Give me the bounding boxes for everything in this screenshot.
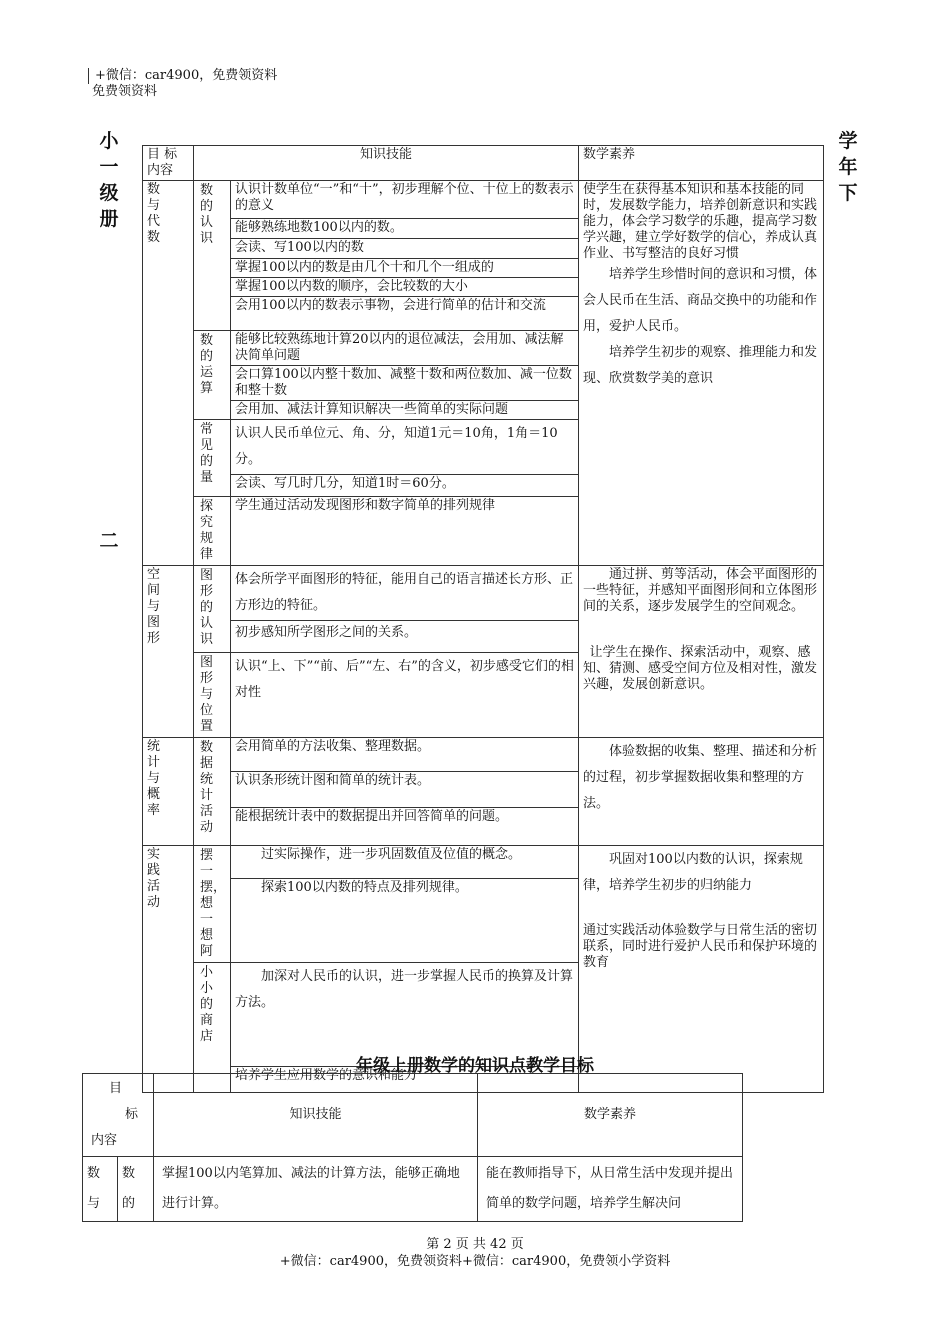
skill-item: 能够比较熟练地计算20以内的退位减法，会用加、减法解决简单问题: [231, 331, 579, 366]
skill-item: 认识“上、下”“前、后”“左、右”的含义，初步感受它们的相对性: [231, 653, 579, 738]
grade-two-goals-table: [82, 1073, 743, 1222]
literacy-number-algebra: 使学生在获得基本知识和基本技能的同时，发展数学能力，培养创新意识和实践能力，体会学习数学的乐趣，提高学习数学兴趣，建立学好数学的信心，养成认真作业、书写整洁的良好习惯 培养学生珍惜时间的意识和习惯，体会人民币在生活、商品交换中的功能和作用，爱护人民币。 培养学生初步的观察、推理能力和发现、欣赏数学美的意识: [579, 181, 824, 566]
skill-item: 掌握100以内数的顺序，会比较数的大小: [231, 278, 579, 297]
sub-little-shop: 小小的商店: [194, 963, 231, 1093]
skill-item: 能根据统计表中的数据提出并回答简单的问题。: [231, 808, 579, 846]
left-vertical-label-2: 二: [99, 530, 119, 552]
left-vertical-label-1: 小一级册: [99, 130, 119, 230]
sub-arrange-think: 摆一摆，想一想阿: [194, 846, 231, 963]
t2-area: 数与: [83, 1157, 118, 1222]
header-line-2: 免费领资料: [92, 84, 158, 99]
skill-item: 体会所学平面图形的特征，能用自己的语言描述长方形、正方形边的特征。: [231, 566, 579, 621]
t2-literacy: 能在教师指导下，从日常生活中发现并提出简单的数学问题，培养学生解决问: [478, 1157, 743, 1222]
skill-item: 探索100以内数的特点及排列规律。: [231, 879, 579, 963]
skill-item: 认识条形统计图和简单的统计表。: [231, 772, 579, 808]
right-vertical-label: 学年下: [838, 130, 858, 204]
t2-sub: 数的: [118, 1157, 154, 1222]
literacy-statistics: 体验数据的收集、整理、描述和分析的过程，初步掌握数据收集和整理的方法。: [579, 738, 824, 846]
literacy-space-figures: 通过拼、剪等活动，体会平面图形的一些特征，并感知平面图形间和立体图形间的关系，逐步发展学生的空间观念。 让学生在操作、探索活动中，观察、感知、猜测、感受空间方位及相对性，激发兴趣，发展创新意识。: [579, 566, 824, 738]
sub-number-operation: 数的运算: [194, 331, 231, 420]
sub-number-recognition: 数的认识: [194, 181, 231, 331]
sub-figure-position: 图形与位置: [194, 653, 231, 738]
sub-data-statistics: 数据统计活动: [194, 738, 231, 846]
sub-figure-recognition: 图形的认识: [194, 566, 231, 653]
t2-header-math-literacy: 数学素养: [478, 1074, 743, 1157]
area-number-algebra: 数与代数: [143, 181, 194, 566]
skill-item: 培养学生应用数学的意识和能力: [231, 1067, 579, 1093]
skill-item: 会用简单的方法收集、整理数据。: [231, 738, 579, 772]
skill-item: 会读、写100以内的数: [231, 239, 579, 259]
t2-header-target-content: 目 标 内容: [83, 1074, 154, 1157]
grade-one-goals-table: [142, 145, 824, 1093]
header-target-content: 目 标 内容: [143, 146, 194, 181]
skill-item: 认识计数单位“一”和“十”，初步理解个位、十位上的数表示的意义: [231, 181, 579, 219]
skill-item: 学生通过活动发现图形和数字简单的排列规律: [231, 497, 579, 566]
skill-item: 会读、写几时几分，知道1时＝60分。: [231, 475, 579, 497]
skill-item: 会用100以内的数表示事物，会进行简单的估计和交流: [231, 297, 579, 331]
sub-common-quantities: 常见的量: [194, 420, 231, 497]
area-practice-activity: 实践活动: [143, 846, 194, 1093]
skill-item: 能够熟练地数100以内的数。: [231, 219, 579, 239]
skill-item: 加深对人民币的认识，进一步掌握人民币的换算及计算方法。: [231, 963, 579, 1067]
literacy-practice-activity: 巩固对100以内数的认识，探索规律，培养学生初步的归纳能力 通过实践活动体验数学与日常生活的密切联系，同时进行爱护人民币和保护环境的教育: [579, 846, 824, 1093]
skill-item: 初步感知所学图形之间的关系。: [231, 621, 579, 653]
header-line-1: +微信：car4900，免费领资料: [88, 68, 277, 84]
header-knowledge-skills: 知识技能: [194, 146, 579, 181]
area-statistics-probability: 统计与概率: [143, 738, 194, 846]
skill-item: 过实际操作，进一步巩固数值及位值的概念。: [231, 846, 579, 879]
t2-skill: 掌握100以内笔算加、减法的计算方法，能够正确地进行计算。: [154, 1157, 478, 1222]
footer-line: +微信：car4900，免费领资料+微信：car4900，免费领小学资料: [279, 1254, 671, 1269]
skill-item: 会用加、减法计算知识解决一些简单的实际问题: [231, 401, 579, 420]
sub-explore-patterns: 探究规律: [194, 497, 231, 566]
t2-header-knowledge-skills: 知识技能: [154, 1074, 478, 1157]
skill-item: 掌握100以内的数是由几个十和几个一组成的: [231, 259, 579, 278]
skill-item: 认识人民币单位元、角、分，知道1元＝10角，1角＝10分。: [231, 420, 579, 475]
skill-item: 会口算100以内整十数加、减整十数和两位数加、减一位数和整十数: [231, 366, 579, 401]
section-title: 年级上册数学的知识点教学目标: [356, 1056, 594, 1076]
area-space-figures: 空间与图形: [143, 566, 194, 738]
header-math-literacy: 数学素养: [579, 146, 824, 181]
page-header: [92, 68, 277, 100]
page-number: 第 2 页 共 42 页: [426, 1237, 524, 1252]
